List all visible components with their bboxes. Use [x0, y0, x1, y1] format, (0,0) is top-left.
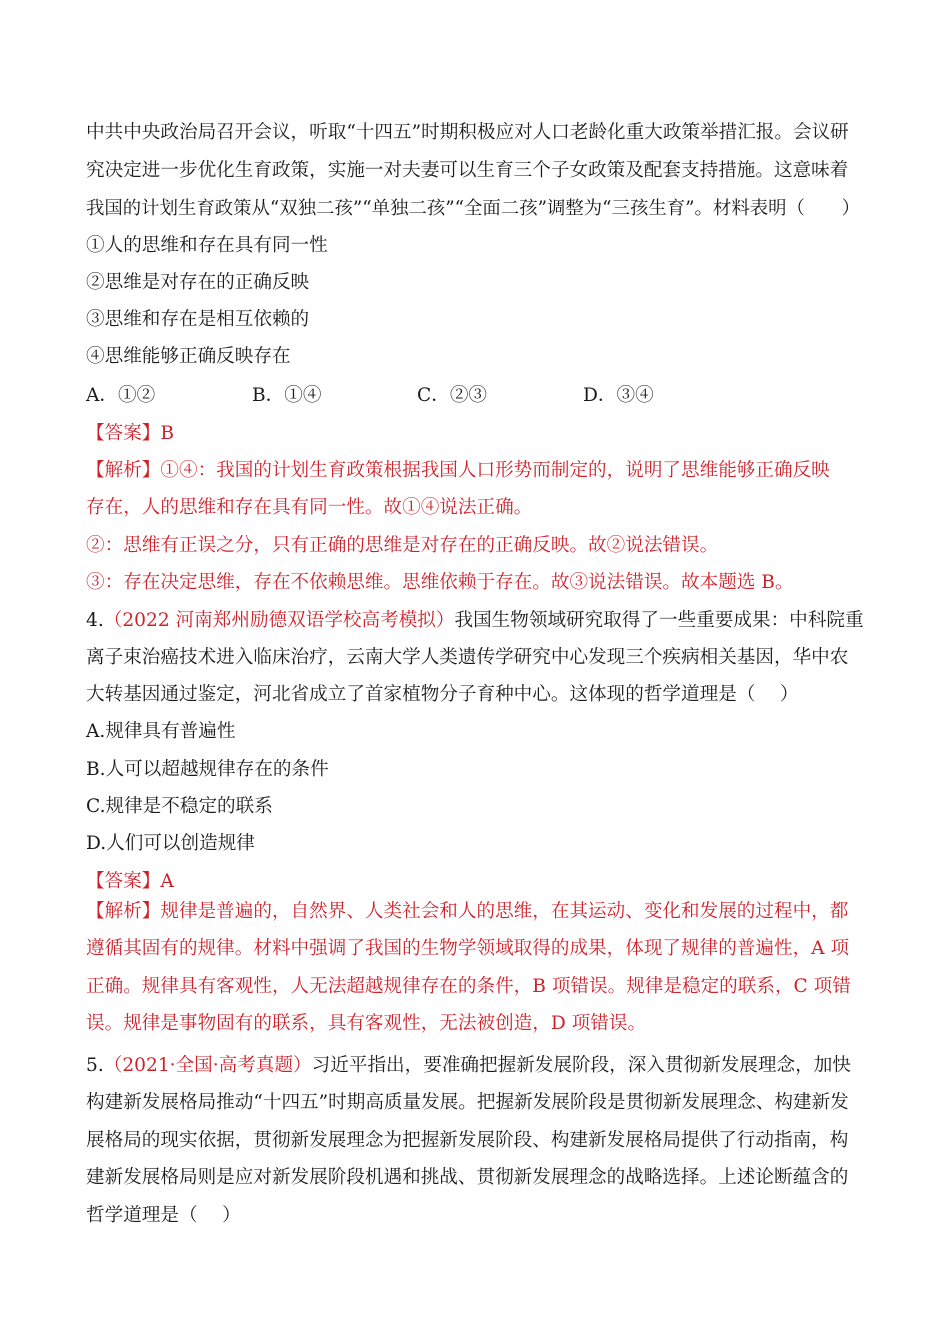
- q4-option-c: C.规律是不稳定的联系: [86, 796, 273, 817]
- q4-option-a: A.规律具有普遍性: [86, 721, 236, 742]
- q5-stem-line-1: [86, 1053, 851, 1079]
- q3-answer: 【答案】B: [86, 423, 175, 444]
- q3-analysis-line-2: 存在，人的思维和存在具有同一性。故①④说法正确。: [86, 497, 533, 518]
- q4-number: 4.: [86, 610, 104, 631]
- q4-stem-line-1: [86, 608, 864, 634]
- q4-analysis-line-4: 误。规律是事物固有的联系，具有客观性，无法被创造，D 项错误。: [86, 1013, 647, 1034]
- q4-analysis-line-3: 正确。规律具有客观性，人无法超越规律存在的条件，B 项错误。规律是稳定的联系，C 项错: [86, 976, 851, 997]
- q3-analysis-line-4: ③：存在决定思维，存在不依赖思维。思维依赖于存在。故③说法错误。故本题选 B。: [86, 572, 794, 593]
- q3-stem-line-2: 究决定进一步优化生育政策，实施一对夫妻可以生育三个子女政策及配套支持措施。这意味着: [86, 160, 849, 181]
- q3-option-d: D．③④: [583, 385, 654, 406]
- q4-analysis-line-1: 【解析】规律是普遍的，自然界、人类社会和人的思维，在其运动、变化和发展的过程中，都: [86, 901, 849, 922]
- q4-stem-line-2: 离子束治癌技术进入临床治疗，云南大学人类遗传学研究中心发现三个疾病相关基因，华中农: [86, 647, 849, 668]
- q3-stem-line-1: 中共中央政治局召开会议，听取“十四五”时期积极应对人口老龄化重大政策举措汇报。会议研: [86, 122, 849, 143]
- q5-stem-line-4: 建新发展格局则是应对新发展阶段机遇和挑战、贯彻新发展理念的战略选择。上述论断蕴含的: [86, 1167, 849, 1188]
- q4-option-d: D.人们可以创造规律: [86, 833, 255, 854]
- q3-statement-4: ④思维能够正确反映存在: [86, 346, 291, 367]
- q3-statement-2: ②思维是对存在的正确反映: [86, 272, 310, 293]
- q5-source: （2021·全国·高考真题）: [103, 1055, 312, 1076]
- q5-number: 5.: [86, 1055, 104, 1076]
- q4-answer: 【答案】A: [86, 871, 174, 892]
- q4-stem-text: 我国生物领域研究取得了一些重要成果：中科院重: [454, 610, 864, 631]
- q3-analysis-line-1: 【解析】①④：我国的计划生育政策根据我国人口形势而制定的，说明了思维能够正确反映: [86, 460, 830, 481]
- q3-option-b: B．①④: [252, 385, 322, 406]
- q3-analysis-line-3: ②：思维有正误之分，只有正确的思维是对存在的正确反映。故②说法错误。: [86, 535, 719, 556]
- q3-option-a: A．①②: [86, 385, 156, 406]
- q3-statement-1: ①人的思维和存在具有同一性: [86, 235, 328, 256]
- q4-option-b: B.人可以超越规律存在的条件: [86, 759, 329, 780]
- q5-stem-line-2: 构建新发展格局推动“十四五”时期高质量发展。把握新发展阶段是贯彻新发展理念、构建新发: [86, 1092, 849, 1113]
- q4-stem-line-3: 大转基因通过鉴定，河北省成立了首家植物分子育种中心。这体现的哲学道理是（ ）: [86, 684, 799, 705]
- q3-option-c: C．②③: [417, 385, 488, 406]
- q5-stem-line-5: 哲学道理是（ ）: [86, 1205, 241, 1226]
- q4-analysis-line-2: 遵循其固有的规律。材料中强调了我国的生物学领域取得的成果，体现了规律的普遍性，A 项: [86, 938, 850, 959]
- q3-stem-line-3: 我国的计划生育政策从“双独二孩”“单独二孩”“全面二孩”调整为“三孩生育”。材料表明（ ）: [86, 198, 861, 219]
- q5-stem-text: 习近平指出，要准确把握新发展阶段，深入贯彻新发展理念，加快: [311, 1055, 851, 1076]
- q5-stem-line-3: 展格局的现实依据，贯彻新发展理念为把握新发展阶段、构建新发展格局提供了行动指南，构: [86, 1130, 849, 1151]
- q3-statement-3: ③思维和存在是相互依赖的: [86, 309, 310, 330]
- q4-source: （2022 河南郑州励德双语学校高考模拟）: [103, 610, 455, 631]
